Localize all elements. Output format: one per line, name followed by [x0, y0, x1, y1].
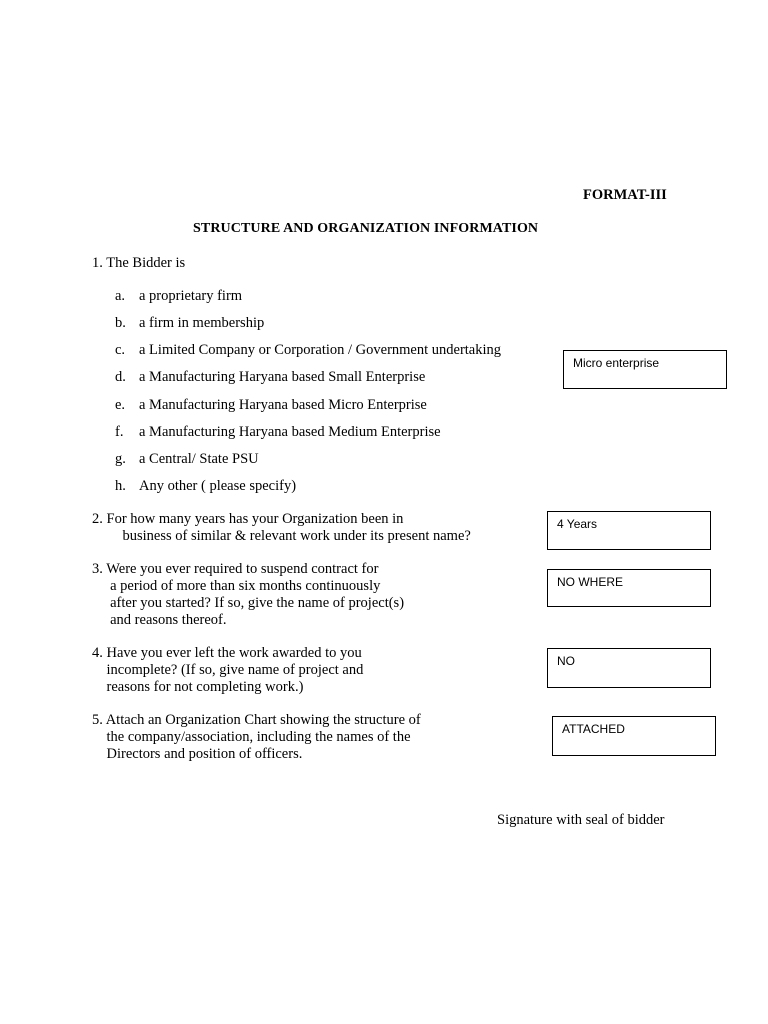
question-3 — [92, 561, 404, 629]
option-f — [115, 424, 441, 441]
question-5-line-1: 5. Attach an Organization Chart showing the structure of — [92, 712, 421, 728]
question-3-line-4: and reasons thereof. — [92, 612, 227, 628]
question-2-line-2-text: business of similar & relevant work under its present name? — [108, 528, 471, 544]
option-h — [115, 478, 296, 495]
question-5-line-2: the company/association, including the names of the — [92, 729, 411, 745]
question-2 — [92, 511, 471, 545]
option-e — [115, 397, 427, 414]
option-text: a Manufacturing Haryana based Micro Enterprise — [139, 397, 427, 413]
question-4-line-1: 4. Have you ever left the work awarded to you — [92, 645, 362, 661]
option-b — [115, 315, 264, 332]
answer-field-1[interactable]: Micro enterprise — [563, 350, 727, 389]
answer-field-4[interactable]: NO — [547, 648, 711, 688]
question-4-line-3: reasons for not completing work.) — [92, 679, 304, 695]
option-letter: a. — [115, 288, 126, 304]
question-2-line-1: 2. For how many years has your Organization been in — [92, 511, 404, 527]
option-text: Any other ( please specify) — [139, 478, 297, 494]
option-letter: h. — [115, 478, 126, 494]
option-d — [115, 369, 425, 386]
option-letter: f. — [115, 424, 124, 440]
question-5-line-3: Directors and position of officers. — [92, 746, 303, 762]
question-4 — [92, 645, 363, 696]
option-letter: d. — [115, 369, 126, 385]
option-a — [115, 288, 242, 305]
option-letter: g. — [115, 451, 126, 467]
option-text: a firm in membership — [139, 315, 265, 331]
question-2-line-2 — [92, 528, 471, 545]
question-1-text: 1. The Bidder is — [92, 255, 186, 271]
document-title: STRUCTURE AND ORGANIZATION INFORMATION — [193, 221, 539, 236]
option-letter: b. — [115, 315, 126, 331]
option-g — [115, 451, 259, 468]
question-4-line-2: incomplete? (If so, give name of project and — [92, 662, 364, 678]
question-3-line-3: after you started? If so, give the name of project(s) — [92, 595, 405, 611]
answer-field-2[interactable]: 4 Years — [547, 511, 711, 550]
answer-field-3[interactable]: NO WHERE — [547, 569, 711, 607]
option-text: a Central/ State PSU — [139, 451, 259, 467]
question-3-line-1: 3. Were you ever required to suspend contract for — [92, 561, 379, 577]
question-5 — [92, 712, 421, 763]
option-letter: c. — [115, 342, 126, 358]
option-text: a Limited Company or Corporation / Government undertaking — [139, 342, 502, 358]
question-1 — [92, 255, 185, 272]
option-letter: e. — [115, 397, 126, 413]
option-c — [115, 342, 501, 359]
option-text: a proprietary firm — [139, 288, 243, 304]
option-text: a Manufacturing Haryana based Small Enterprise — [139, 369, 426, 385]
answer-field-5[interactable]: ATTACHED — [552, 716, 716, 756]
question-3-line-2: a period of more than six months continuously — [92, 578, 381, 594]
format-code: FORMAT-III — [583, 187, 667, 203]
signature-label: Signature with seal of bidder — [497, 812, 665, 828]
option-text: a Manufacturing Haryana based Medium Enterprise — [139, 424, 441, 440]
